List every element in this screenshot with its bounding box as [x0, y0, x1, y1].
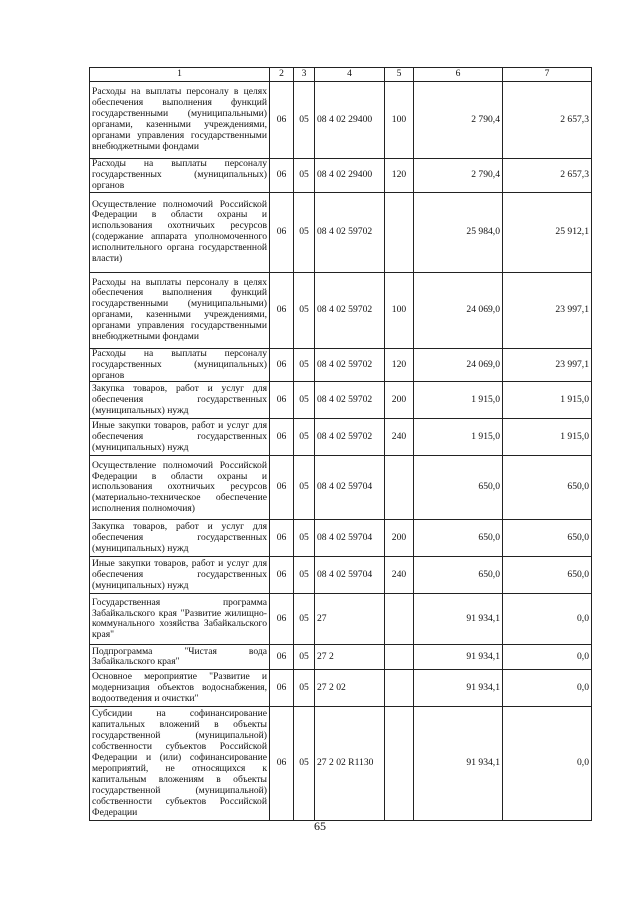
target-article-code: 08 4 02 59702	[315, 348, 385, 382]
subsection-code: 05	[294, 272, 315, 348]
expense-type-code: 120	[385, 159, 414, 193]
subsection-code: 05	[294, 520, 315, 557]
header-cell: 6	[414, 68, 503, 82]
section-code: 06	[270, 272, 294, 348]
section-code: 06	[270, 557, 294, 594]
section-code: 06	[270, 707, 294, 821]
amount-planned: 91 934,1	[414, 707, 503, 821]
amount-planned: 91 934,1	[414, 594, 503, 645]
amount-executed: 650,0	[503, 520, 592, 557]
subsection-code: 05	[294, 82, 315, 159]
item-name: Субсидии на софинансирование капитальных вложений в объекты государственной (муниципальной) собственности субъектов Российской Федерации и (или) софинансирование мероприятий, не относящихся к капитальным вложениям в объекты государственной (муниципальной) собственности субъектов Российской Федерации	[90, 707, 270, 821]
amount-executed: 1 915,0	[503, 419, 592, 456]
amount-planned: 1 915,0	[414, 419, 503, 456]
expense-type-code: 100	[385, 272, 414, 348]
section-code: 06	[270, 670, 294, 707]
item-name: Осуществление полномочий Российской Федерации в области охраны и использования охотничьих ресурсов (содержание аппарата уполномоченного исполнительного органа государственной власти)	[90, 192, 270, 272]
target-article-code: 08 4 02 59704	[315, 520, 385, 557]
section-code: 06	[270, 456, 294, 520]
expense-type-code: 200	[385, 382, 414, 419]
expense-type-code: 200	[385, 520, 414, 557]
amount-planned: 2 790,4	[414, 159, 503, 193]
target-article-code: 27 2 02	[315, 670, 385, 707]
subsection-code: 05	[294, 159, 315, 193]
target-article-code: 08 4 02 59702	[315, 419, 385, 456]
expense-type-code	[385, 192, 414, 272]
section-code: 06	[270, 645, 294, 670]
expense-type-code: 120	[385, 348, 414, 382]
target-article-code: 08 4 02 29400	[315, 82, 385, 159]
header-cell: 7	[503, 68, 592, 82]
subsection-code: 05	[294, 382, 315, 419]
item-name: Подпрограмма "Чистая вода Забайкальского края"	[90, 645, 270, 670]
target-article-code: 08 4 02 29400	[315, 159, 385, 193]
target-article-code: 08 4 02 59704	[315, 557, 385, 594]
target-article-code: 27 2	[315, 645, 385, 670]
subsection-code: 05	[294, 419, 315, 456]
expense-type-code	[385, 670, 414, 707]
section-code: 06	[270, 348, 294, 382]
header-cell: 4	[315, 68, 385, 82]
header-cell: 3	[294, 68, 315, 82]
item-name: Расходы на выплаты персоналу в целях обеспечения выполнения функций государственными (муниципальными) органами, казенными учреждениями, органами управления государственными внебюджетными фондами	[90, 82, 270, 159]
amount-executed: 23 997,1	[503, 348, 592, 382]
budget-table	[89, 67, 592, 821]
amount-executed: 2 657,3	[503, 159, 592, 193]
subsection-code: 05	[294, 670, 315, 707]
header-cell: 1	[90, 68, 270, 82]
section-code: 06	[270, 419, 294, 456]
item-name: Закупка товаров, работ и услуг для обеспечения государственных (муниципальных) нужд	[90, 382, 270, 419]
amount-planned: 91 934,1	[414, 645, 503, 670]
item-name: Расходы на выплаты персоналу государственных (муниципальных) органов	[90, 348, 270, 382]
expense-type-code	[385, 645, 414, 670]
target-article-code: 27 2 02 R1130	[315, 707, 385, 821]
subsection-code: 05	[294, 557, 315, 594]
table-row	[90, 707, 592, 821]
amount-executed: 0,0	[503, 645, 592, 670]
amount-executed: 0,0	[503, 594, 592, 645]
item-name: Государственная программа Забайкальского края "Развитие жилищно-коммунального хозяйства Забайкальского края"	[90, 594, 270, 645]
expense-type-code: 240	[385, 419, 414, 456]
header-cell: 5	[385, 68, 414, 82]
target-article-code: 08 4 02 59702	[315, 382, 385, 419]
amount-planned: 650,0	[414, 557, 503, 594]
table-row	[90, 82, 592, 159]
expense-type-code	[385, 456, 414, 520]
table-row	[90, 382, 592, 419]
section-code: 06	[270, 594, 294, 645]
subsection-code: 05	[294, 192, 315, 272]
subsection-code: 05	[294, 594, 315, 645]
table-row	[90, 670, 592, 707]
page-number: 65	[314, 819, 326, 833]
expense-type-code: 100	[385, 82, 414, 159]
amount-executed: 25 912,1	[503, 192, 592, 272]
table-row	[90, 159, 592, 193]
amount-executed: 0,0	[503, 670, 592, 707]
table-row	[90, 348, 592, 382]
item-name: Расходы на выплаты персоналу в целях обеспечения выполнения функций государственными (муниципальными) органами, казенными учреждениями, органами управления государственными внебюджетными фондами	[90, 272, 270, 348]
amount-planned: 650,0	[414, 520, 503, 557]
target-article-code: 08 4 02 59702	[315, 192, 385, 272]
table-row	[90, 272, 592, 348]
amount-planned: 650,0	[414, 456, 503, 520]
table-row	[90, 520, 592, 557]
amount-executed: 650,0	[503, 456, 592, 520]
subsection-code: 05	[294, 348, 315, 382]
amount-planned: 24 069,0	[414, 272, 503, 348]
table-row	[90, 456, 592, 520]
section-code: 06	[270, 192, 294, 272]
target-article-code: 08 4 02 59702	[315, 272, 385, 348]
table-row	[90, 419, 592, 456]
section-code: 06	[270, 159, 294, 193]
amount-executed: 23 997,1	[503, 272, 592, 348]
section-code: 06	[270, 520, 294, 557]
target-article-code: 08 4 02 59704	[315, 456, 385, 520]
section-code: 06	[270, 82, 294, 159]
item-name: Осуществление полномочий Российской Федерации в области охраны и использования охотничьих ресурсов (материально-техническое обеспечение исполнения полномочия)	[90, 456, 270, 520]
amount-planned: 2 790,4	[414, 82, 503, 159]
subsection-code: 05	[294, 645, 315, 670]
table-row	[90, 594, 592, 645]
item-name: Иные закупки товаров, работ и услуг для обеспечения государственных (муниципальных) нужд	[90, 419, 270, 456]
expense-type-code	[385, 594, 414, 645]
amount-planned: 25 984,0	[414, 192, 503, 272]
amount-executed: 650,0	[503, 557, 592, 594]
table-row	[90, 645, 592, 670]
amount-executed: 0,0	[503, 707, 592, 821]
expense-type-code	[385, 707, 414, 821]
amount-planned: 91 934,1	[414, 670, 503, 707]
subsection-code: 05	[294, 707, 315, 821]
item-name: Расходы на выплаты персоналу государственных (муниципальных) органов	[90, 159, 270, 193]
target-article-code: 27	[315, 594, 385, 645]
table-row	[90, 192, 592, 272]
amount-executed: 1 915,0	[503, 382, 592, 419]
section-code: 06	[270, 382, 294, 419]
header-cell: 2	[270, 68, 294, 82]
item-name: Закупка товаров, работ и услуг для обеспечения государственных (муниципальных) нужд	[90, 520, 270, 557]
amount-executed: 2 657,3	[503, 82, 592, 159]
expense-type-code: 240	[385, 557, 414, 594]
subsection-code: 05	[294, 456, 315, 520]
item-name: Иные закупки товаров, работ и услуг для обеспечения государственных (муниципальных) нужд	[90, 557, 270, 594]
table-row	[90, 557, 592, 594]
item-name: Основное мероприятие "Развитие и модернизация объектов водоснабжения, водоотведения и очистки"	[90, 670, 270, 707]
amount-planned: 1 915,0	[414, 382, 503, 419]
header-row	[90, 68, 592, 82]
amount-planned: 24 069,0	[414, 348, 503, 382]
